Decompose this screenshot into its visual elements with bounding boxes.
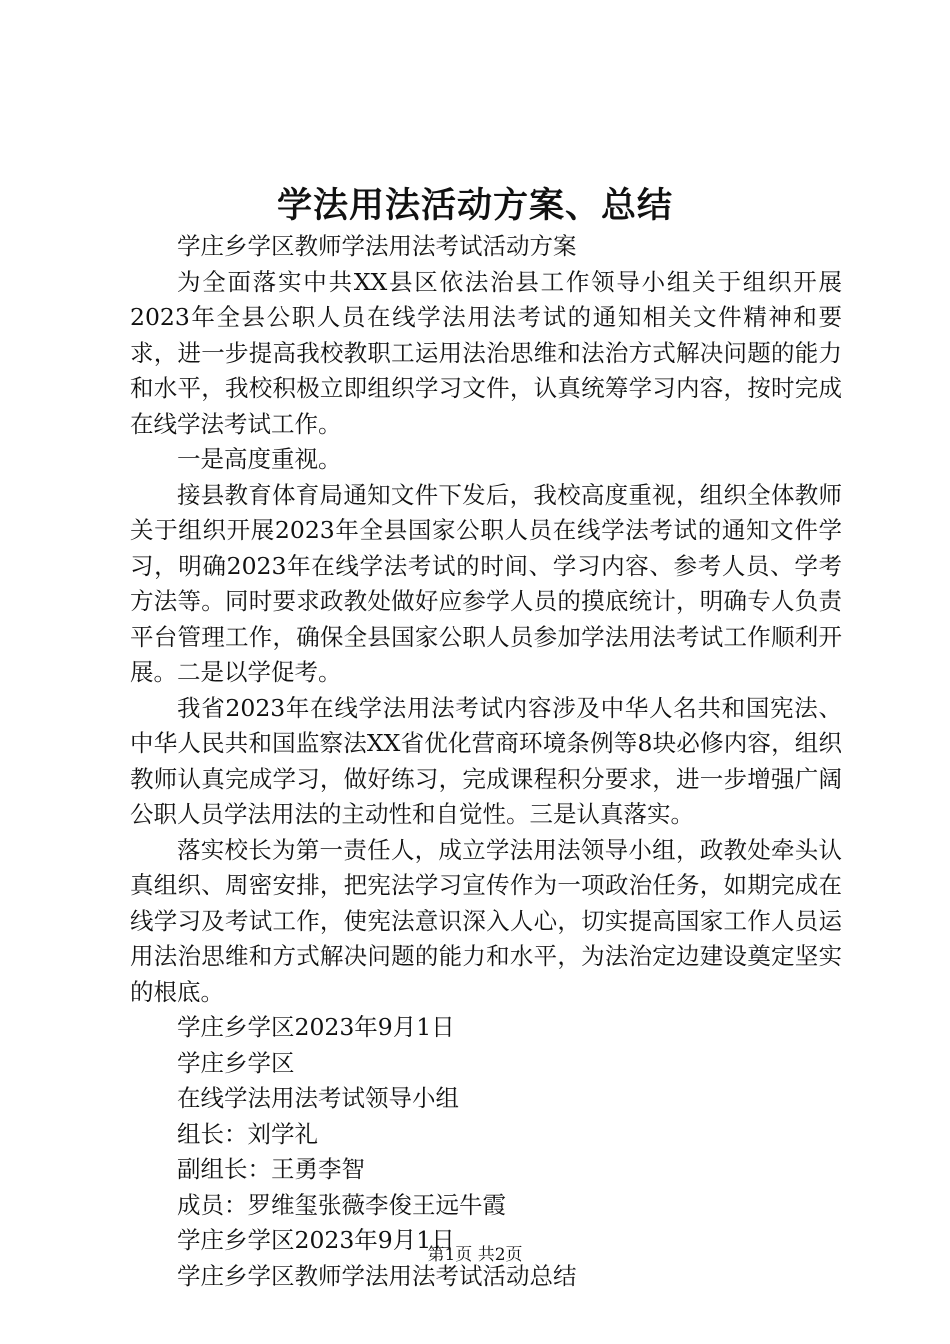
- paragraph-point-one: 一是高度重视。: [177, 445, 342, 473]
- paragraph-deputy-leader: 副组长：王勇李智: [177, 1155, 365, 1183]
- paragraph-plan-heading: 学庄乡学区教师学法用法考试活动方案: [177, 232, 577, 260]
- paragraph-point-one-detail: 接县教育体育局通知文件下发后，我校高度重视，组织全体教师关于组织开展2023年全县国家公职人员在线学法考试的通知文件学习，明确2023年在线学法考试的时间、学习内容、参考人员、学考方法等。同时要求政教处做好应参学人员的摸底统计，明确专人负责平台管理工作，确保全县国家公职人员参加学法用法考试工作顺利开展。二是以学促考。: [130, 480, 842, 686]
- paragraph-members: 成员：罗维玺张薇李俊王远牛霞: [177, 1190, 506, 1219]
- paragraph-intro: 为全面落实中共XX县区依法治县工作领导小组关于组织开展2023年全县公职人员在线学法用法考试的通知相关文件精神和要求，进一步提高我校教职工运用法治思维和法治方式解决问题的能力和水平，我校积极立即组织学习文件，认真统筹学习内容，按时完成在线学法考试工作。: [130, 267, 842, 438]
- paragraph-group: 在线学法用法考试领导小组: [177, 1084, 459, 1112]
- document-body: [130, 229, 842, 1294]
- paragraph-date: 学庄乡学区2023年9月1日: [177, 1013, 455, 1041]
- paragraph-org: 学庄乡学区: [177, 1048, 295, 1077]
- paragraph-leader: 组长：刘学礼: [177, 1119, 318, 1148]
- paragraph-summary-heading: 学庄乡学区教师学法用法考试活动总结: [177, 1261, 577, 1290]
- document-title: 学法用法活动方案、总结: [276, 185, 673, 226]
- paragraph-point-two-detail: 我省2023年在线学法用法考试内容涉及中华人名共和国宪法、中华人民共和国监察法XX省优化营商环境条例等8块必修内容，组织教师认真完成学习，做好练习，完成课程积分要求，进一步增强广阔公职人员学法用法的主动性和自觉性。三是认真落实。: [130, 693, 842, 828]
- paragraph-date-2: 学庄乡学区2023年9月1日: [177, 1226, 455, 1254]
- page-number: 第1页 共2页: [427, 1245, 523, 1265]
- paragraph-point-three-detail: 落实校长为第一责任人，成立学法用法领导小组，政教处牵头认真组织、周密安排，把宪法学习宣传作为一项政治任务，如期完成在线学习及考试工作，使宪法意识深入人心，切实提高国家工作人员运用法治思维和方式解决问题的能力和水平，为法治定边建设奠定坚实的根底。: [130, 835, 842, 1006]
